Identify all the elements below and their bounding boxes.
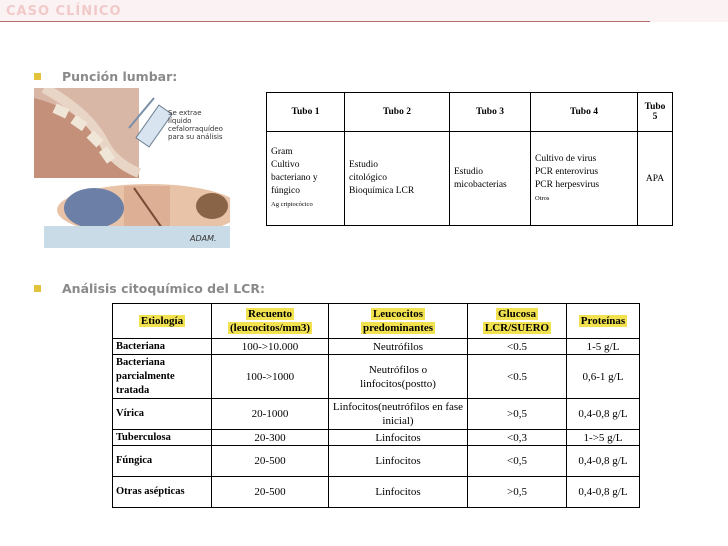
cell-leucocitos: Linfocitos(neutrófilos en fase inicial) [329,399,468,430]
header-proteinas: Proteínas [567,304,640,339]
cell-leucocitos: Linfocitos [329,446,468,477]
cell-etiologia: Fúngica [113,446,212,477]
table-row [113,477,640,508]
illustration-caption: Se extrae líquido cefalorraquídeo para su análisis [168,109,223,141]
cell-etiologia: Otras asépticas [113,477,212,508]
header-glucosa: Glucosa LCR/SUERO [468,304,567,339]
table-row [113,339,640,355]
cell-etiologia: Vírica [113,399,212,430]
cell-proteinas: 0,4-0,8 g/L [567,446,640,477]
table-row [113,430,640,446]
table-row [113,446,640,477]
bullet-square-icon [34,73,41,80]
lumbar-puncture-illustration [34,88,230,248]
cell-leucocitos: Linfocitos [329,477,468,508]
tubo1-cell: Gram Cultivo bacteriano y fúngico Ag criptocócico [267,132,345,226]
tubes-content-row [267,132,673,226]
cell-recuento: 20-300 [212,430,329,446]
cell-recuento: 100->10.000 [212,339,329,355]
tubes-header-cell: Tubo 5 [638,93,673,132]
cell-recuento: 20-1000 [212,399,329,430]
cell-leucocitos: Neutrófilos o linfocitos(postto) [329,355,468,399]
tubes-header-cell: Tubo 2 [345,93,450,132]
cell-proteinas: 1->5 g/L [567,430,640,446]
cito-header-row [113,304,640,339]
cell-glucosa: <0.5 [468,355,567,399]
cell-glucosa: <0.5 [468,339,567,355]
cell-glucosa: <0,5 [468,446,567,477]
section-puncion-label: Punción lumbar: [62,69,178,84]
cell-proteinas: 0,4-0,8 g/L [567,477,640,508]
cell-proteinas: 1-5 g/L [567,339,640,355]
header-recuento: Recuento (leucocitos/mm3) [212,304,329,339]
header-leucocitos: Leucocitos predominantes [329,304,468,339]
cell-leucocitos: Linfocitos [329,430,468,446]
tubo3-cell: Estudio micobacterias [450,132,531,226]
bullet-square-icon [34,285,41,292]
table-row [113,355,640,399]
cell-recuento: 20-500 [212,446,329,477]
adam-logo: ADAM. [190,234,217,243]
cell-glucosa: >0,5 [468,477,567,508]
header-etiologia: Etiología [113,304,212,339]
cell-leucocitos: Neutrófilos [329,339,468,355]
tubes-header-cell: Tubo 4 [531,93,638,132]
cell-glucosa: <0,3 [468,430,567,446]
tubo2-cell: Estudio citológico Bioquímica LCR [345,132,450,226]
tubes-header-cell: Tubo 3 [450,93,531,132]
cell-recuento: 100->1000 [212,355,329,399]
tubes-header-cell: Tubo 1 [267,93,345,132]
tubes-table [266,92,673,226]
cell-proteinas: 0,4-0,8 g/L [567,399,640,430]
section-cito-label: Análisis citoquímico del LCR: [62,281,265,296]
cell-etiologia: Bacteriana [113,339,212,355]
tubo5-cell: APA [638,132,673,226]
cell-proteinas: 0,6-1 g/L [567,355,640,399]
tubo4-cell: Cultivo de virus PCR enterovirus PCR herpesvirus Otros [531,132,638,226]
cell-etiologia: Bacteriana parcialmente tratada [113,355,212,399]
cito-table [112,303,640,508]
cell-etiologia: Tuberculosa [113,430,212,446]
header-divider [0,21,650,22]
cell-glucosa: >0,5 [468,399,567,430]
table-row [113,399,640,430]
slide-header-title: CASO CLÍNICO [6,4,122,19]
tubes-header-row [267,93,673,132]
cell-recuento: 20-500 [212,477,329,508]
